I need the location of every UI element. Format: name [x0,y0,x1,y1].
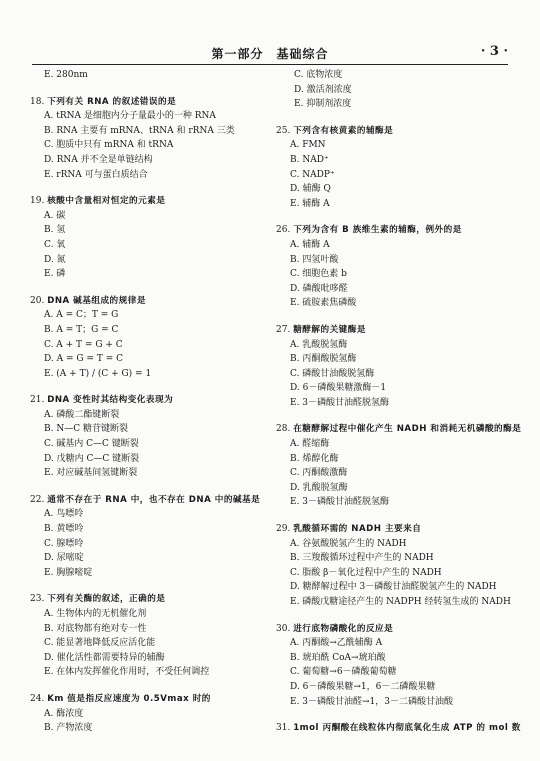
answer-option: D. 6－磷酸果糖激酶－1 [290,383,387,394]
answer-option: B. A = T；G = C [44,324,119,335]
question-stem [276,622,511,637]
answer-option: E. 胸腺嘧啶 [44,567,93,578]
question [276,124,511,212]
question-stem [30,95,265,110]
question-number: 30. [276,623,291,634]
question [276,422,522,510]
answer-option: D. 乳酸脱氢酶 [290,482,348,493]
question-number: 26. [276,225,291,236]
answer-option: E. 磷酸戊糖途径产生的 NADPH 经转氢生成的 NADH [290,597,511,607]
answer-option: B. RNA 主要有 mRNA、tRNA 和 rRNA 三类 [44,125,235,136]
question [276,622,511,710]
answer-option: A. 鸟嘌呤 [44,509,84,520]
question-stem [276,422,522,437]
question [276,323,511,411]
answer-option: A. tRNA 是细胞内分子量最小的一种 RNA [44,111,216,122]
question [30,692,265,736]
answer-option: D. 辅酶 Q [290,184,331,195]
question-number: 23. [30,594,45,605]
answer-option: D. 尿嘧啶 [44,553,84,564]
question [30,294,265,382]
continued-option: E. 抑制剂浓度 [294,99,352,110]
question-number: 19. [30,196,45,207]
question-stem [276,522,511,537]
question-text: 乳酸循环需的 NADH 主要来自 [293,524,422,535]
continued-option: C. 底物浓度 [294,70,343,80]
answer-option: A. 生物体内的无机催化剂 [44,609,147,619]
question-stem [30,592,265,607]
answer-option: D. 催化活性都需要特异的辅酶 [44,652,165,663]
answer-option: D. 戊糖内 C—C 键断裂 [44,453,140,464]
answer-option: C. 脂酸 β－氧化过程中产生的 NADH [290,567,442,578]
answer-option: B. 产物浓度 [44,723,93,734]
answer-option: B. NAD⁺ [290,154,329,165]
question-text: Km 值是指反应速度为 0.5Vmax 时的 [47,693,211,704]
question-text: 下列有关 RNA 的叙述错误的是 [47,96,177,107]
question-number: 21. [30,395,45,406]
question [30,592,265,680]
question-text: 糖酵解的关键酶是 [293,324,366,335]
answer-option: B. 三羧酸循环过程中产生的 NADH [290,553,434,564]
question-number: 25. [276,125,291,136]
answer-option: A. 辅酶 A [290,239,330,250]
question-stem [276,223,511,238]
answer-option: A. 磷酸二酯键断裂 [44,409,120,420]
question-number: 29. [276,524,291,535]
answer-option: A. A = C；T = G [44,310,119,321]
answer-option: B. N—C 糖苷键断裂 [44,424,128,435]
answer-option: E. 辅酶 A [290,198,330,209]
answer-option: C. 磷酸甘油酸脱氢酶 [290,368,375,379]
question [276,721,521,736]
question-number: 20. [30,295,45,306]
answer-option: D. RNA 并不全是单链结构 [44,154,153,165]
answer-option: A. 酶浓度 [44,708,84,719]
answer-option: E. 对应碱基间氢键断裂 [44,468,138,479]
section-title: 第一部分 基础综合 [211,47,329,61]
question-text: 下列为含有 B 族维生素的辅酶，例外的是 [293,225,462,236]
question-stem [30,194,265,209]
question-number: 27. [276,324,291,335]
question-text: 下列有关酶的叙述，正确的是 [47,594,166,605]
answer-option: A. 乳酸脱氢酶 [290,339,348,350]
answer-option: D. 6－磷酸果糖→1，6－二磷酸果糖 [290,681,436,692]
answer-option: B. 黄嘌呤 [44,524,84,535]
page-header [32,42,508,65]
question [276,522,511,610]
answer-option: B. 四氢叶酸 [290,254,339,265]
question-stem [276,721,521,736]
answer-option: D. 氮 [44,254,66,265]
question-text: 通常不存在于 RNA 中，也不存在 DNA 中的碱基是 [47,494,261,505]
answer-option: B. 对底物都有绝对专一性 [44,623,147,634]
answer-option: E. 硫胺素焦磷酸 [290,298,357,309]
answer-option: C. 氧 [44,239,66,250]
answer-option: E. rRNA 可与蛋白质结合 [44,169,148,180]
question [30,493,265,581]
question [30,194,265,282]
answer-option: A. 谷氨酸脱氢产生的 NADH [290,538,407,549]
answer-option: A. FMN [290,140,326,151]
question-text: 1mol 丙酮酸在线粒体内彻底氧化生成 ATP 的 mol 数 [293,723,521,734]
left-column [30,68,265,736]
answer-option: D. A = G = T = C [44,354,123,365]
continued-option: E. 280nm [44,70,88,80]
answer-option: C. A + T = G + C [44,339,123,350]
answer-option: E. 在体内发挥催化作用时，不受任何调控 [44,667,210,678]
answer-option: C. 丙酮酸激酶 [290,468,348,479]
question-text: DNA 碱基组成的规律是 [47,295,146,306]
question-text: 进行底物磷酸化的反应是 [293,623,394,634]
answer-option: D. 糖酵解过程中 3－磷酸甘油醛脱氢产生的 NADH [290,582,497,593]
question-number: 28. [276,424,291,435]
question-text: 下列含有核黄素的辅酶是 [293,125,394,136]
question-text: DNA 变性时其结构变化表现为 [47,395,174,406]
answer-option: A. 碳 [44,210,66,221]
answer-option: E. 磷 [44,269,66,280]
question-stem [30,692,265,707]
question-text: 在糖酵解过程中催化产生 NADH 和消耗无机磷酸的酶是 [293,424,522,435]
question-number: 31. [276,723,291,734]
answer-option: C. NADP⁺ [290,169,335,180]
answer-option: C. 能显著地降低反应活化能 [44,638,156,649]
question-stem [30,294,265,309]
answer-option: B. 琥珀酰 CoA→琥珀酸 [290,652,386,663]
answer-option: C. 腺嘌呤 [44,538,84,549]
answer-option: E. 3－磷酸甘油醛脱氢酶 [290,497,390,508]
question [30,95,265,183]
question-stem [30,393,265,408]
answer-option: A. 丙酮酸→乙酰辅酶 A [290,638,383,649]
answer-option: A. 醛缩酶 [290,439,330,450]
page-number: · 3 · [480,44,508,59]
answer-option: E. 3－磷酸甘油醛→1，3－二磷酸甘油酸 [290,696,454,707]
answer-option: B. 丙酮酸脱氢酶 [290,354,357,365]
question-number: 18. [30,96,45,107]
question-stem [30,493,265,508]
question-number: 22. [30,494,45,505]
right-column [276,68,522,736]
question-stem [276,124,511,139]
answer-option: B. 烯醇化酶 [290,453,339,464]
answer-option: C. 胞质中只有 mRNA 和 tRNA [44,140,174,151]
question-text: 核酸中含量相对恒定的元素是 [47,196,166,207]
answer-option: E. 3－磷酸甘油醛脱氢酶 [290,397,390,408]
answer-option: E. (A + T) / (C + G) = 1 [44,368,152,379]
answer-option: C. 葡萄糖→6－磷酸葡萄糖 [290,667,397,678]
answer-option: C. 碱基内 C—C 键断裂 [44,439,139,450]
question [30,393,265,481]
question-stem [276,323,511,338]
question-number: 24. [30,693,45,704]
answer-option: B. 氢 [44,225,66,236]
answer-option: D. 磷酸吡哆醛 [290,283,348,294]
question [276,223,511,311]
answer-option: C. 细胞色素 b [290,269,347,280]
continued-option: D. 激活剂浓度 [294,84,352,95]
